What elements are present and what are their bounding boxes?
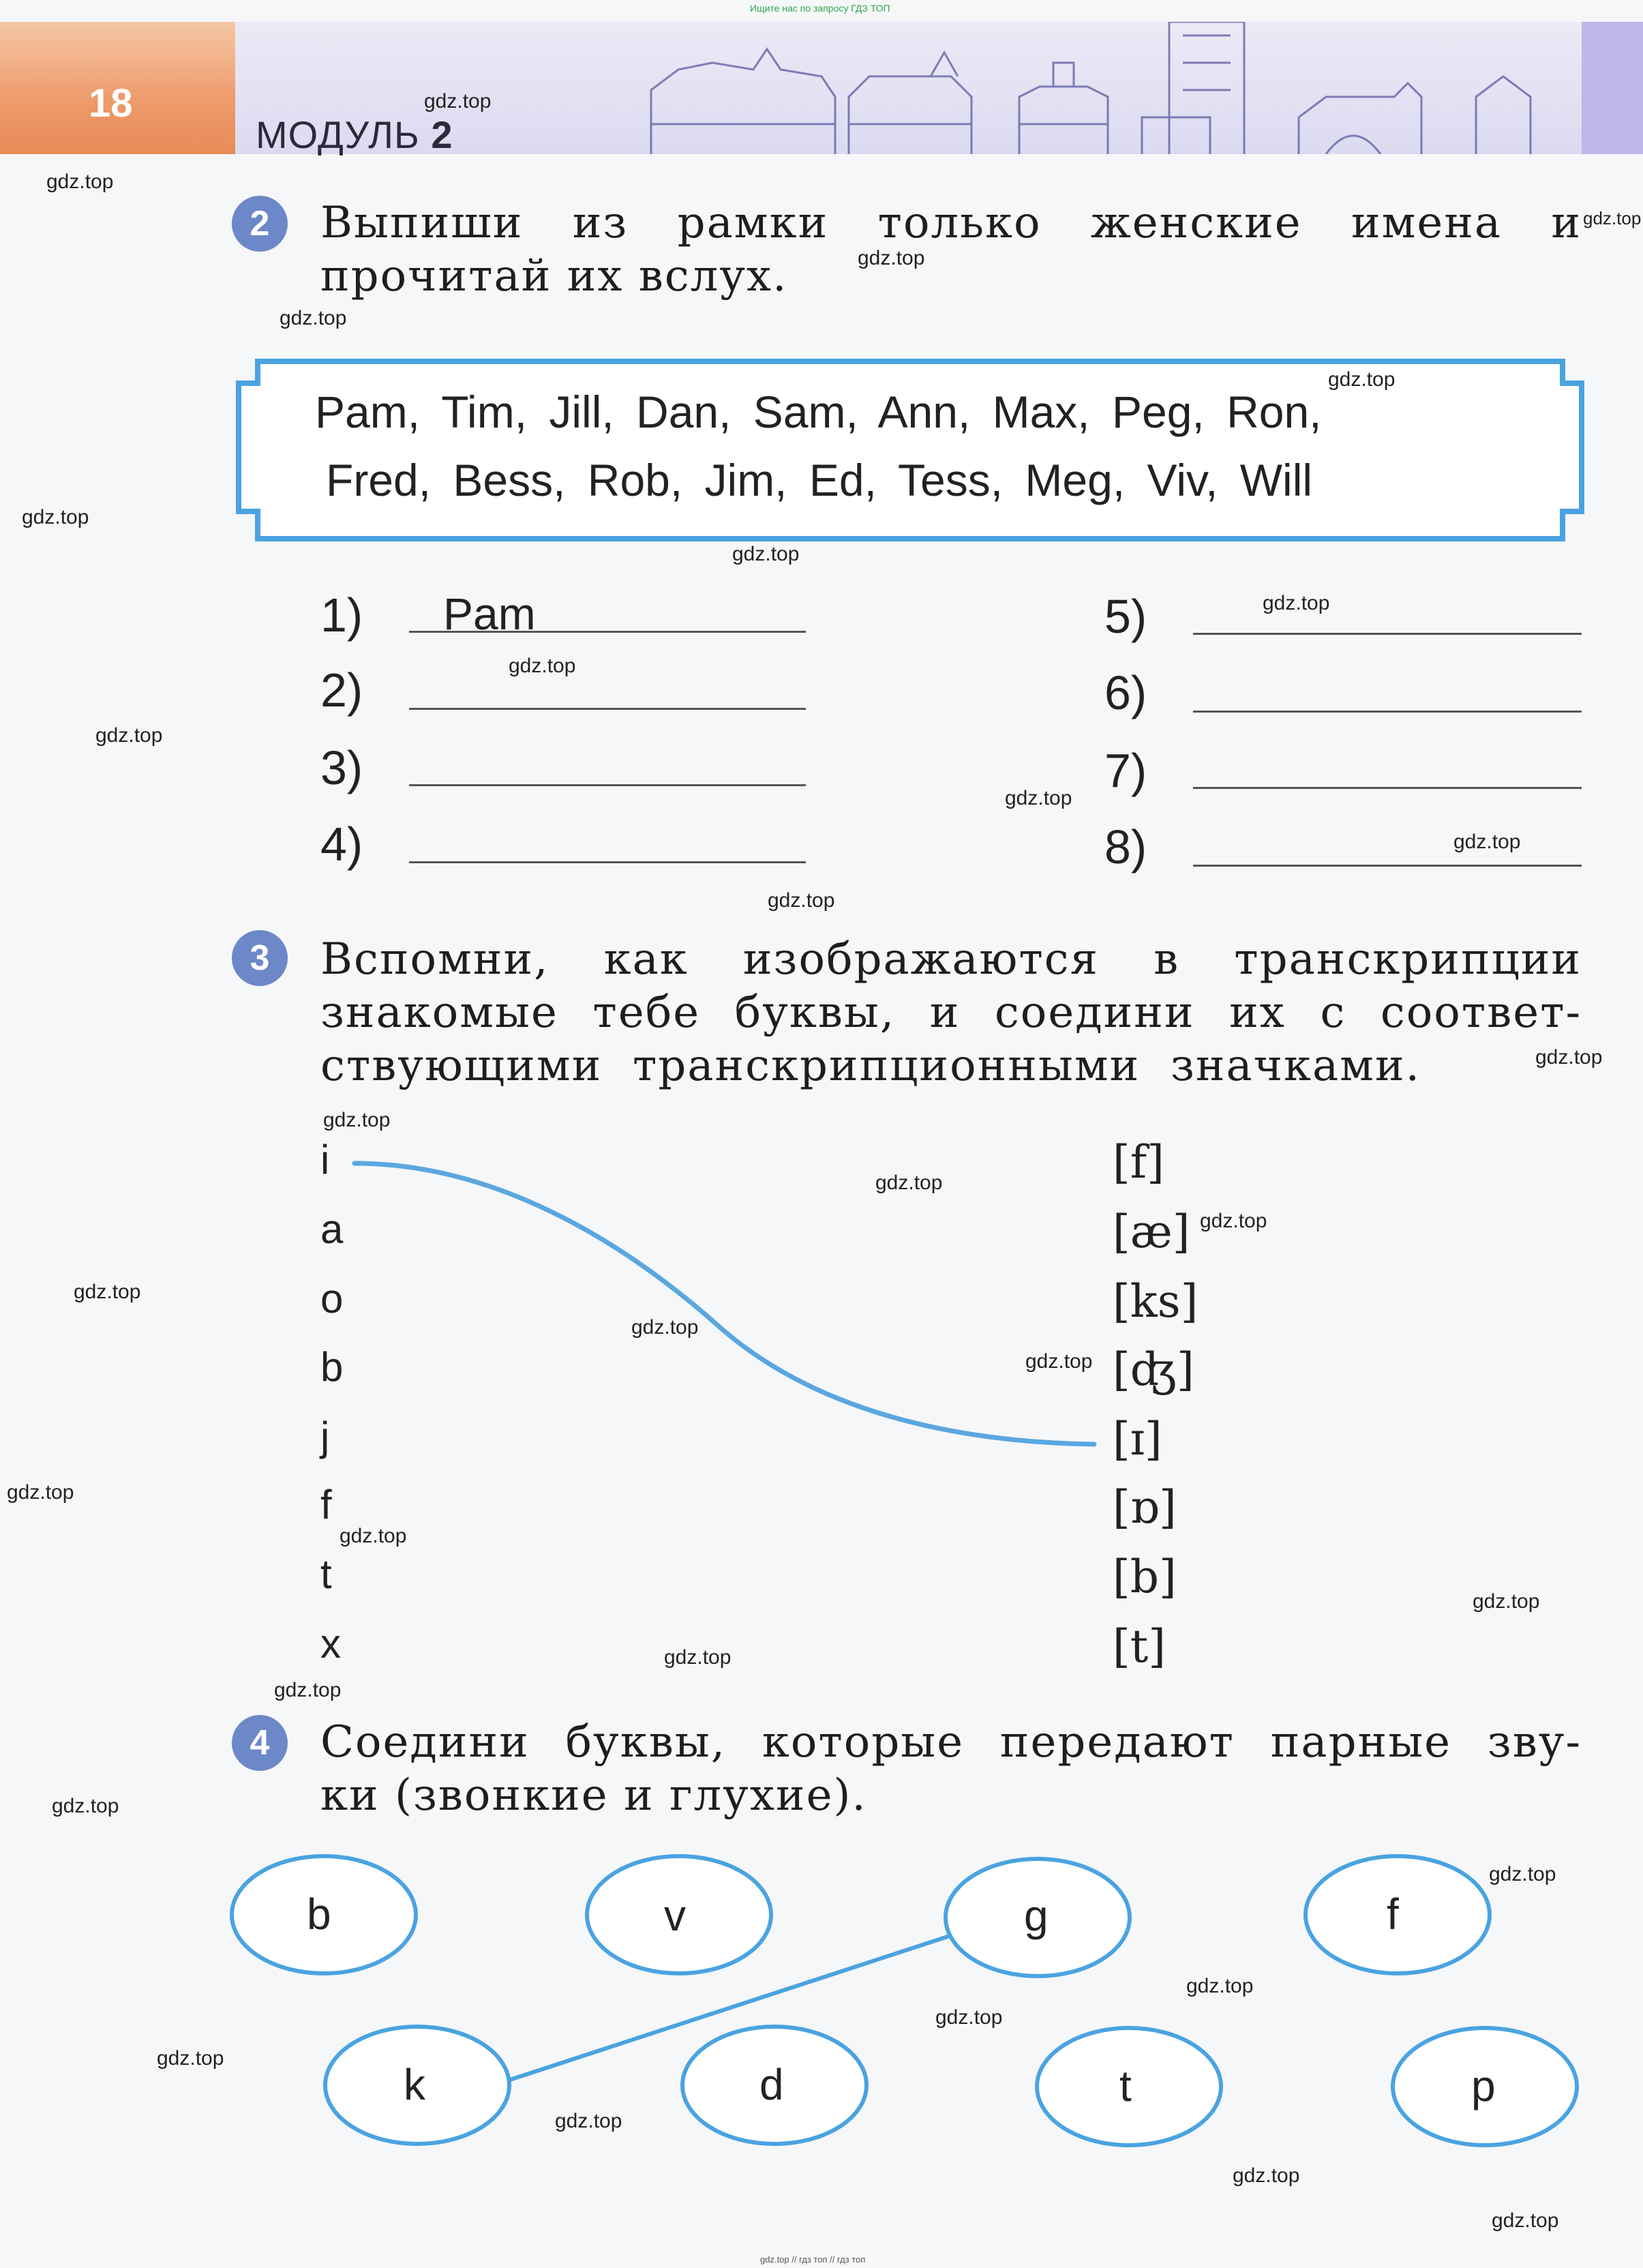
- oval-label-b[interactable]: b: [307, 1890, 331, 1939]
- watermark: gdz.top: [74, 1281, 141, 1303]
- module-label: МОДУЛЬ: [256, 113, 420, 156]
- oval-label-d[interactable]: d: [759, 2060, 784, 2109]
- transcription-ae[interactable]: [æ]: [1113, 1206, 1190, 1258]
- watermark: gdz.top: [1186, 1975, 1254, 1997]
- oval-label-v[interactable]: v: [664, 1891, 686, 1940]
- transcription-short-o[interactable]: [ɒ]: [1113, 1481, 1177, 1534]
- watermark: gdz.top: [1535, 1046, 1603, 1069]
- watermark: gdz.top: [1492, 2209, 1559, 2232]
- watermark: gdz.top: [1473, 1590, 1540, 1613]
- page-number: 18: [89, 81, 133, 125]
- watermark: gdz.top: [95, 724, 163, 747]
- task-3-instruction-line3: ствующими транскрипционными значками.: [320, 1041, 1421, 1091]
- transcription-f[interactable]: [f]: [1113, 1136, 1164, 1189]
- watermark: gdz.top: [340, 1525, 407, 1547]
- answer-5-number: 5): [1104, 590, 1147, 643]
- letter-x[interactable]: x: [320, 1621, 341, 1667]
- task-2-instruction-line2: прочитай их вслух.: [320, 251, 788, 301]
- watermark: gdz.top: [1328, 368, 1396, 391]
- letter-b[interactable]: b: [320, 1344, 344, 1390]
- names-line-2: Fred, Bess, Rob, Jim, Ed, Tess, Meg, Viv, Will: [326, 455, 1313, 505]
- letter-i[interactable]: i: [320, 1137, 330, 1182]
- transcription-b[interactable]: [b]: [1113, 1551, 1177, 1603]
- transcription-short-i[interactable]: [ɪ]: [1113, 1413, 1162, 1465]
- watermark: gdz.top: [664, 1646, 732, 1669]
- letter-o[interactable]: o: [320, 1276, 344, 1322]
- watermark: gdz.top: [1025, 1350, 1093, 1373]
- transcription-dzh[interactable]: [ʤ]: [1113, 1343, 1194, 1396]
- top-search-note: Ищите нас по запросу ГДЗ ТОП: [750, 3, 890, 14]
- watermark: gdz.top: [46, 170, 114, 193]
- watermark: gdz.top: [768, 889, 835, 912]
- answer-2-number: 2): [320, 663, 363, 717]
- watermark: gdz.top: [935, 2006, 1003, 2029]
- watermark: gdz.top: [555, 2110, 622, 2132]
- watermark: gdz.top: [1263, 592, 1330, 614]
- oval-label-g[interactable]: g: [1024, 1891, 1049, 1940]
- watermark: gdz.top: [631, 1316, 699, 1339]
- task-2-instruction-line1: Выпиши из рамки только женские имена и: [320, 198, 1582, 248]
- watermark: gdz.top: [280, 307, 347, 329]
- oval-label-f[interactable]: f: [1387, 1890, 1399, 1939]
- watermark: gdz.top: [157, 2047, 224, 2070]
- oval-label-t[interactable]: t: [1119, 2061, 1132, 2110]
- watermark: gdz.top: [732, 543, 800, 565]
- task-3-badge: 3: [232, 930, 288, 986]
- transcription-ks[interactable]: [ks]: [1113, 1275, 1199, 1328]
- transcription-t[interactable]: [t]: [1113, 1620, 1166, 1673]
- watermark: gdz.top: [274, 1679, 342, 1701]
- watermark: gdz.top: [424, 90, 492, 113]
- task-4-badge: 4: [232, 1715, 288, 1771]
- watermark: gdz.top: [1489, 1863, 1556, 1885]
- module-number: 2: [431, 113, 453, 156]
- task-2-badge: 2: [232, 196, 288, 252]
- oval-label-k[interactable]: k: [404, 2060, 425, 2109]
- watermark: gdz.top: [7, 1481, 74, 1504]
- letter-a[interactable]: a: [320, 1206, 344, 1252]
- answer-4-number: 4): [320, 818, 363, 871]
- footer-note: gdz.top // гдз топ // гдз топ: [760, 2254, 866, 2265]
- answer-8-number: 8): [1104, 820, 1147, 874]
- names-line-1: Pam, Tim, Jill, Dan, Sam, Ann, Max, Peg, Ron,: [315, 387, 1322, 437]
- answer-3-number: 3): [320, 741, 363, 794]
- watermark: gdz.top: [858, 247, 925, 269]
- letter-f[interactable]: f: [320, 1482, 332, 1527]
- answer-6-number: 6): [1104, 666, 1147, 719]
- watermark: gdz.top: [1453, 831, 1521, 853]
- watermark: gdz.top: [1200, 1210, 1267, 1232]
- watermark: gdz.top: [22, 506, 89, 528]
- task-3-instruction-line1: Вспомни, как изображаются в транскрипции: [320, 934, 1582, 985]
- watermark: gdz.top: [875, 1172, 943, 1194]
- watermark: gdz.top: [323, 1109, 391, 1131]
- watermark: gdz.top: [1233, 2164, 1300, 2187]
- task-4-instruction-line1: Соедини буквы, которые передают парные зву-: [320, 1717, 1582, 1767]
- task-3-instruction-line2: знакомые тебе буквы, и соедини их с соответ-: [320, 987, 1582, 1038]
- letter-t[interactable]: t: [320, 1551, 332, 1597]
- answer-7-number: 7): [1104, 744, 1147, 797]
- task-4-instruction-line2: ки (звонкие и глухие).: [320, 1770, 867, 1821]
- watermark: gdz.top: [1583, 208, 1642, 228]
- letter-j[interactable]: j: [320, 1414, 330, 1459]
- watermark: gdz.top: [52, 1795, 119, 1817]
- answer-1-number: 1): [320, 588, 363, 642]
- watermark: gdz.top: [509, 655, 576, 677]
- answer-1-value: Pam: [443, 588, 536, 639]
- oval-label-p[interactable]: p: [1471, 2061, 1496, 2110]
- watermark: gdz.top: [1005, 787, 1072, 809]
